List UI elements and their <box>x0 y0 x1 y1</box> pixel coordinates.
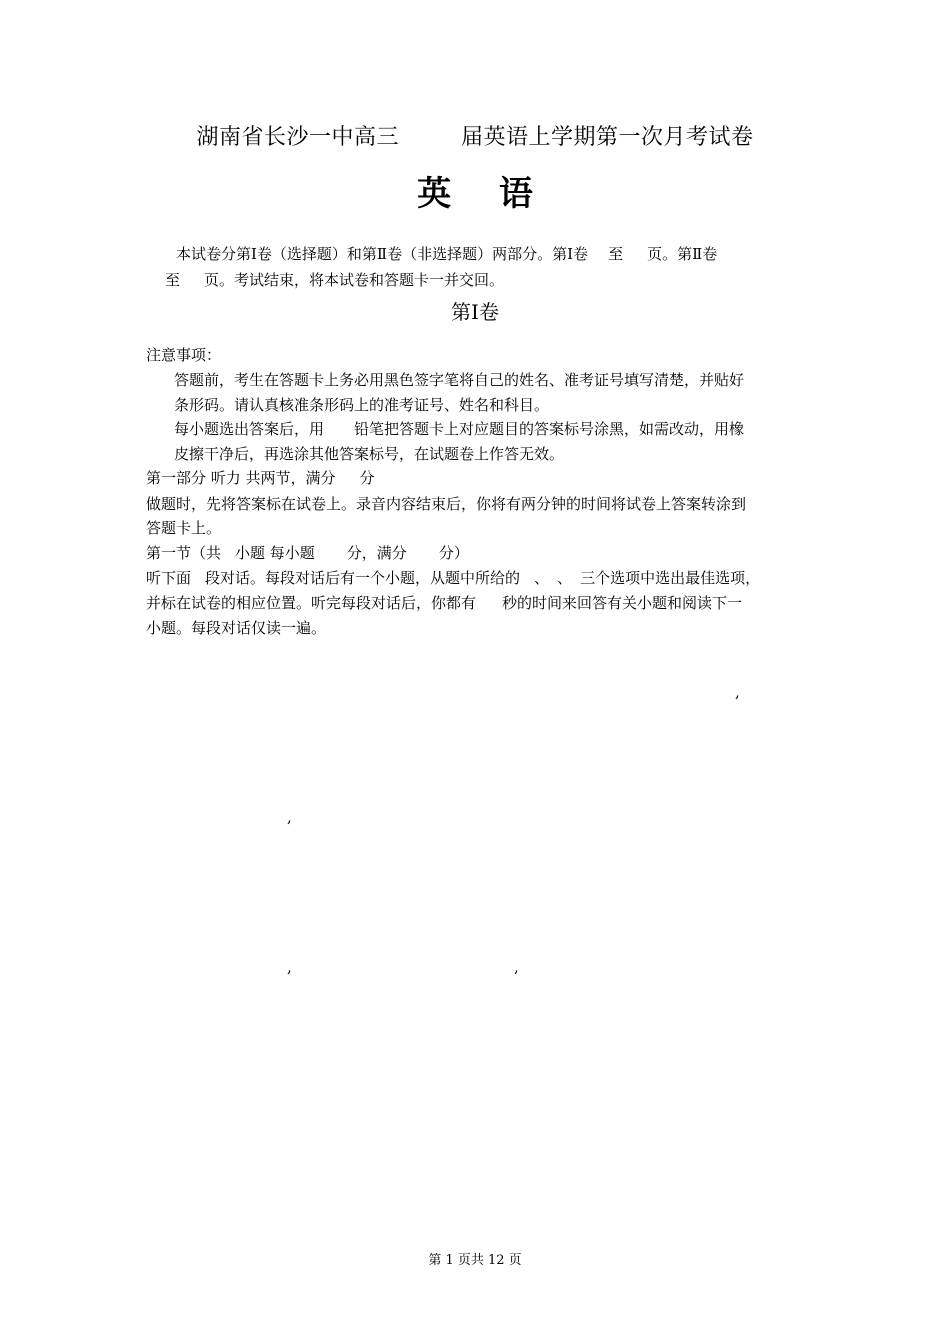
intro-line-2: 至 页。考试结束，将本试卷和答题卡一并交回。 <box>165 271 505 289</box>
subject-heading: 英 语 <box>417 174 551 214</box>
part1-heading: 第一部分 听力 共两节，满分 分 <box>146 469 375 487</box>
volume-heading: 第Ⅰ卷 <box>451 300 499 324</box>
section1-desc-line-3: 小题。每段对话仅读一遍。 <box>146 619 327 637</box>
page-footer: 第 1 页共 12 页 <box>428 1253 522 1268</box>
stray-comma: , <box>287 808 292 826</box>
notice-item-2-line-1: 每小题选出答案后，用 铅笔把答题卡上对应题目的答案标号涂黑，如需改动，用橡 <box>174 420 745 438</box>
stray-comma: , <box>514 958 519 976</box>
intro-line-1: 本试卷分第Ⅰ卷（选择题）和第Ⅱ卷（非选择题）两部分。第Ⅰ卷 至 页。第Ⅱ卷 <box>176 245 718 263</box>
notice-item-2-line-2: 皮擦干净后，再选涂其他答案标号，在试题卷上作答无效。 <box>174 445 565 463</box>
section1-heading: 第一节（共 小题 每小题 分，满分 分） <box>146 544 469 562</box>
notice-heading: 注意事项： <box>146 346 222 364</box>
document-title <box>0 120 950 151</box>
section1-desc-line-2: 并标在试卷的相应位置。听完每段对话后，你都有 秒的时间来回答有关小题和阅读下一 <box>146 594 743 612</box>
title-part-1: 湖南省长沙一中高三 <box>196 125 399 150</box>
section1-desc-line-1: 听下面 段对话。每段对话后有一个小题，从题中所给的 、 、 三个选项中选出最佳选项， <box>146 569 761 587</box>
part1-desc-line-1: 做题时，先将答案标在试卷上。录音内容结束后，你将有两分钟的时间将试卷上答案转涂到 <box>146 495 747 513</box>
title-part-2: 届英语上学期第一次月考试卷 <box>461 125 754 150</box>
notice-item-1-line-1: 答题前，考生在答题卡上务必用黑色签字笔将自己的姓名、准考证号填写清楚，并贴好 <box>174 371 745 389</box>
stray-comma: , <box>287 958 292 976</box>
part1-desc-line-2: 答题卡上。 <box>146 519 222 537</box>
notice-item-1-line-2: 条形码。请认真核准条形码上的准考证号、姓名和科目。 <box>174 396 550 414</box>
stray-comma: , <box>735 683 740 701</box>
